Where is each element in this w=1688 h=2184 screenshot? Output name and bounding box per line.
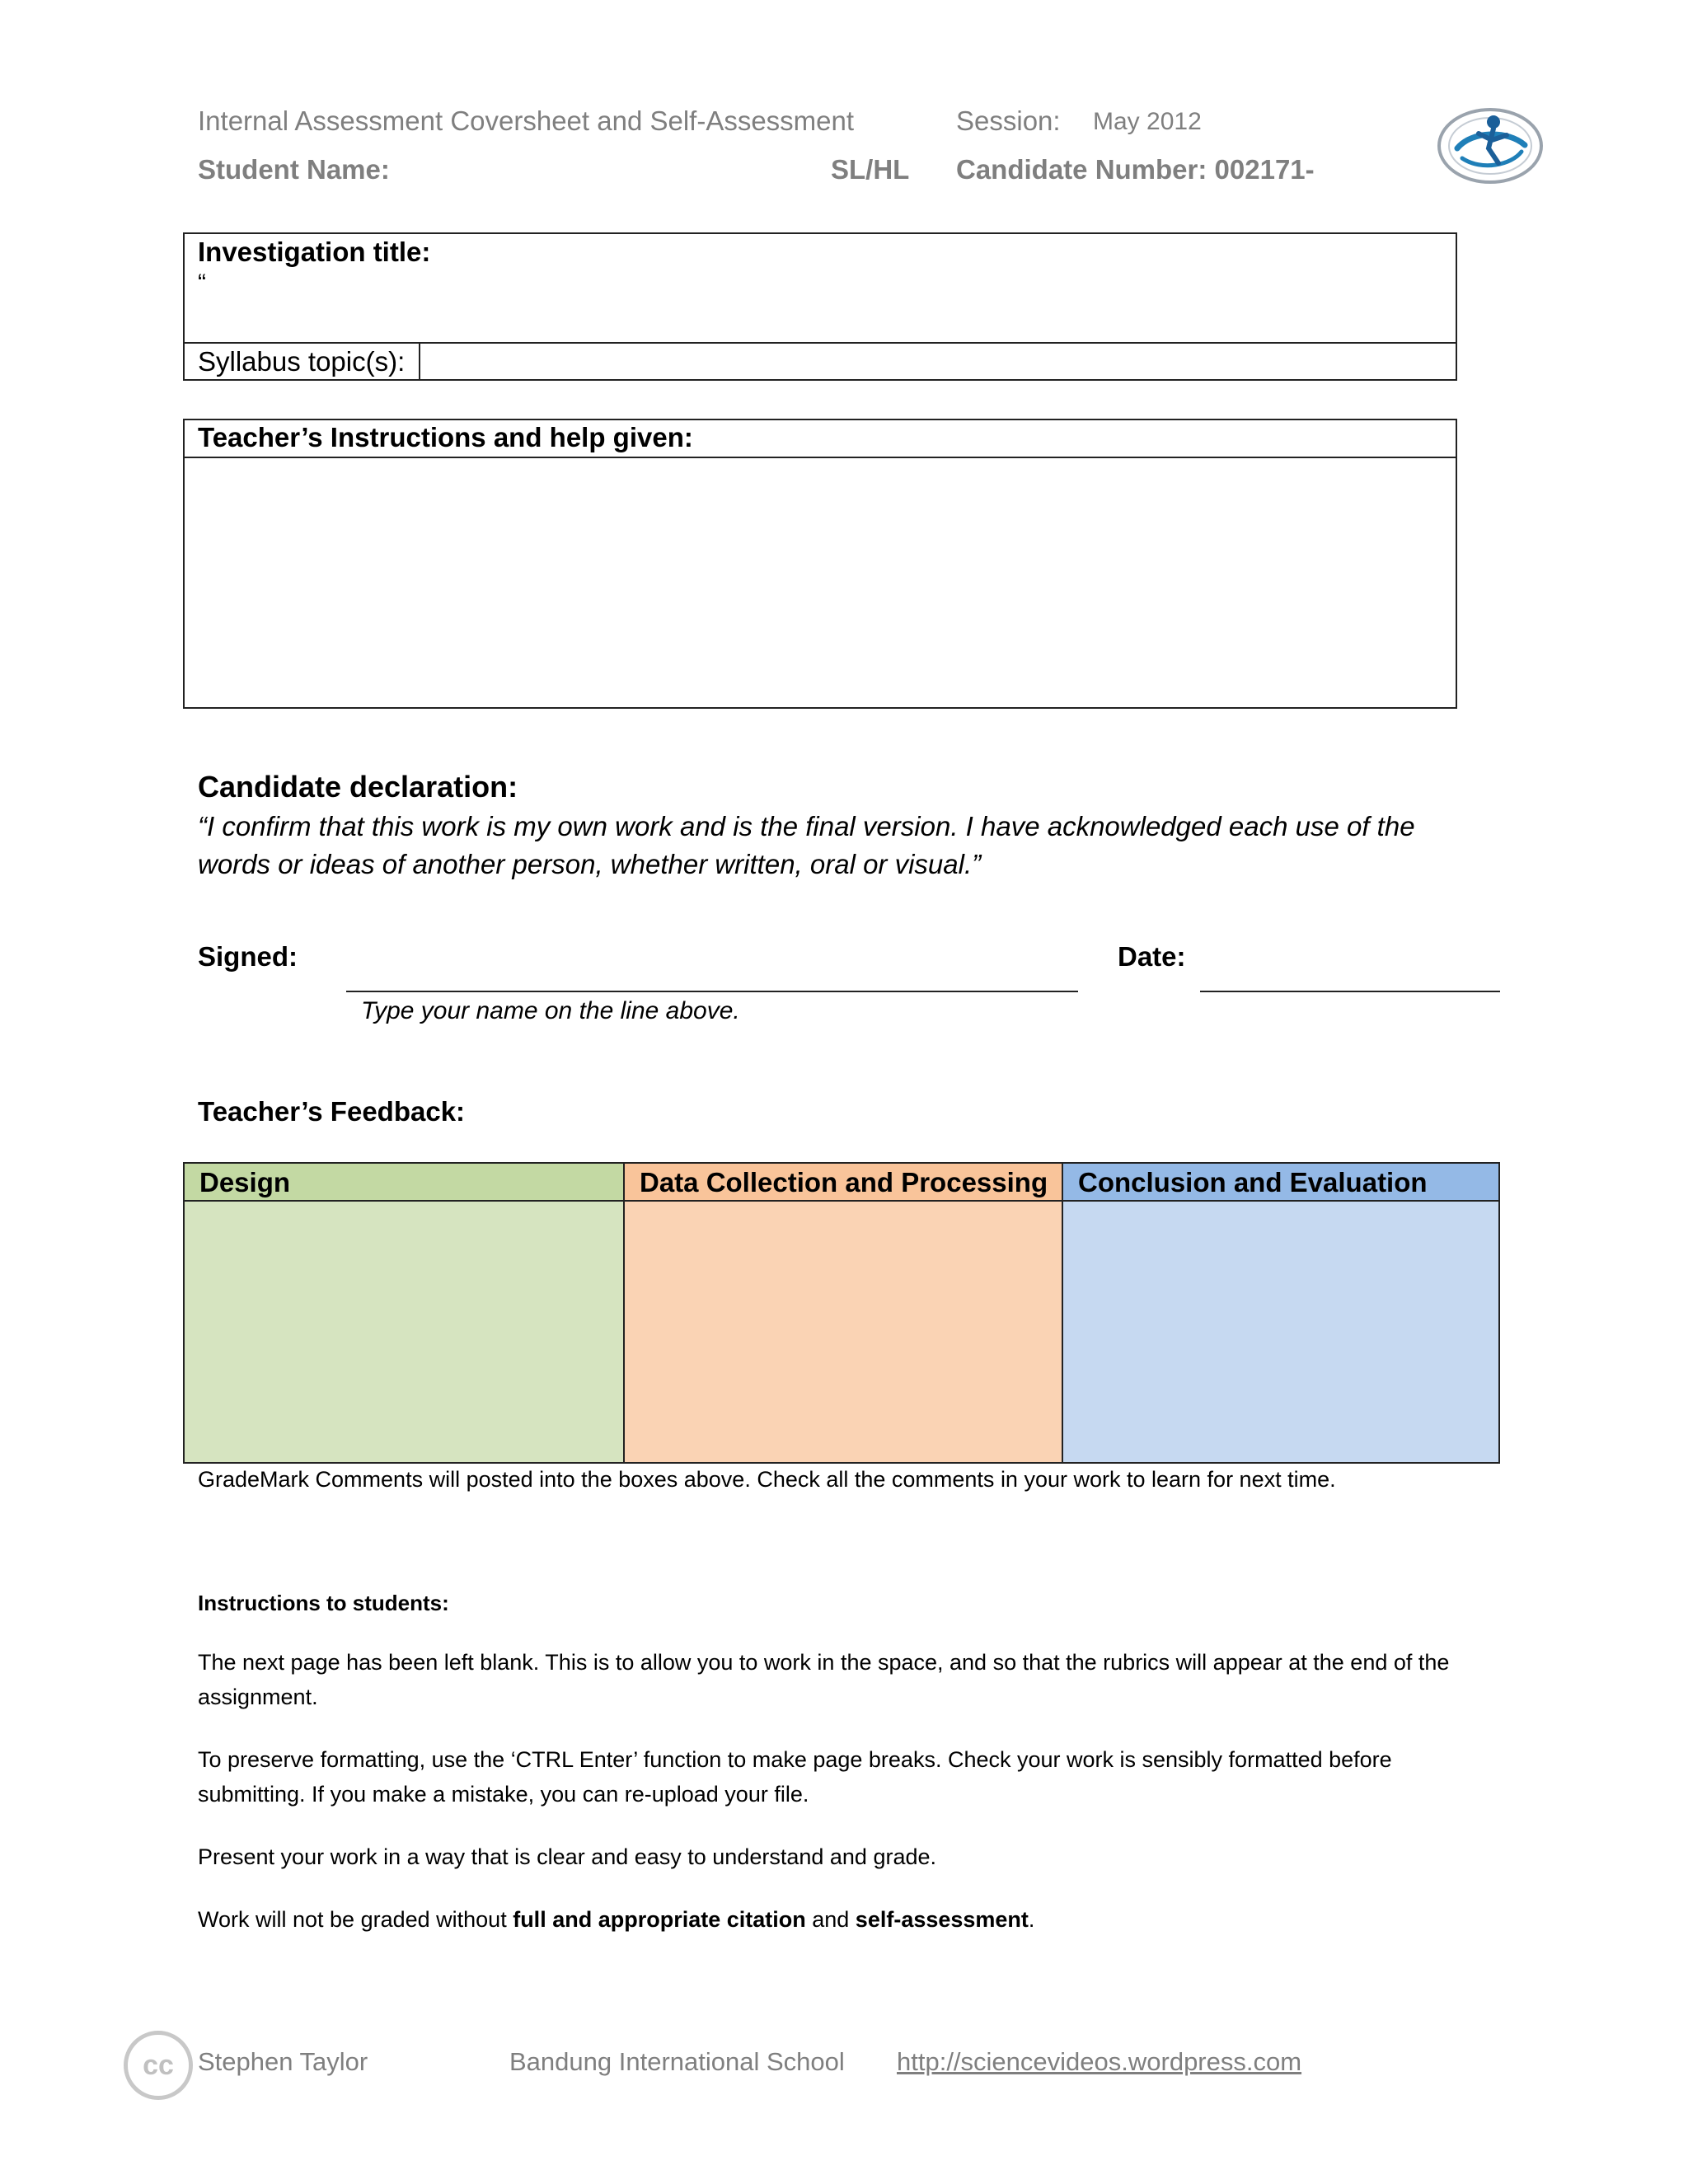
date-line[interactable] bbox=[1200, 991, 1500, 992]
teacher-instructions-divider bbox=[183, 457, 1457, 458]
feedback-body-ce[interactable] bbox=[1063, 1202, 1498, 1462]
signed-label: Signed: bbox=[198, 941, 298, 972]
feedback-header-design: Design bbox=[185, 1164, 623, 1202]
teacher-feedback-title: Teacher’s Feedback: bbox=[198, 1096, 466, 1127]
school-logo-icon bbox=[1432, 97, 1548, 194]
feedback-column-ce bbox=[1062, 1164, 1498, 1462]
instruction-p4-prefix: Work will not be graded without bbox=[198, 1907, 513, 1932]
investigation-title-field[interactable]: “ bbox=[198, 269, 206, 297]
candidate-declaration-text: “I confirm that this work is my own work and is the final version. I have acknowledged each use of the words or ideas of another person, whether written, oral or visual.” bbox=[198, 811, 1415, 879]
signature-hint: Type your name on the line above. bbox=[361, 997, 740, 1024]
signature-line[interactable] bbox=[346, 991, 1078, 992]
syllabus-divider bbox=[419, 342, 420, 381]
feedback-table bbox=[183, 1162, 1500, 1464]
instruction-paragraph-2: To preserve formatting, use the ‘CTRL Enter’ function to make page breaks. Check your work is sensibly formatted before submitting. If you make a mistake, you can re-upload your file. bbox=[198, 1747, 1392, 1807]
feedback-header-dcp: Data Collection and Processing bbox=[625, 1164, 1062, 1202]
feedback-header-ce: Conclusion and Evaluation bbox=[1063, 1164, 1498, 1202]
instruction-p4-citation: full and appropriate citation bbox=[513, 1907, 806, 1932]
instruction-p4-suffix: . bbox=[1028, 1907, 1035, 1932]
grademark-note: GradeMark Comments will posted into the boxes above. Check all the comments in your work to learn for next time. bbox=[198, 1467, 1336, 1492]
session-label: Session: bbox=[956, 105, 1061, 136]
candidate-declaration-title: Candidate declaration: bbox=[198, 770, 518, 804]
instruction-p4-self-assessment: self-assessment bbox=[855, 1907, 1029, 1932]
feedback-column-dcp bbox=[623, 1164, 1062, 1462]
feedback-body-dcp[interactable] bbox=[625, 1202, 1062, 1462]
footer-link[interactable]: http://sciencevideos.wordpress.com bbox=[897, 2047, 1302, 2076]
instruction-p4-mid: and bbox=[805, 1907, 856, 1932]
date-label: Date: bbox=[1118, 941, 1186, 972]
feedback-column-design bbox=[185, 1164, 623, 1462]
session-value: May 2012 bbox=[1093, 108, 1202, 135]
syllabus-topic-label: Syllabus topic(s): bbox=[198, 346, 406, 377]
instructions-title: Instructions to students: bbox=[198, 1591, 449, 1615]
teacher-instructions-label: Teacher’s Instructions and help given: bbox=[198, 422, 693, 452]
instruction-paragraph-1: The next page has been left blank. This is to allow you to work in the space, and so that the rubrics will appear at the end of the assignment. bbox=[198, 1650, 1450, 1709]
footer-school: Bandung International School bbox=[509, 2047, 845, 2076]
candidate-number-label: Candidate Number: 002171- bbox=[956, 154, 1315, 185]
instruction-paragraph-3: Present your work in a way that is clear and easy to understand and grade. bbox=[198, 1844, 937, 1869]
level-label: SL/HL bbox=[831, 154, 910, 185]
student-name-label: Student Name: bbox=[198, 154, 390, 185]
investigation-title-label: Investigation title: bbox=[198, 237, 431, 267]
teacher-instructions-field[interactable] bbox=[185, 460, 1456, 707]
feedback-body-design[interactable] bbox=[185, 1202, 623, 1462]
coversheet-title: Internal Assessment Coversheet and Self-Assessment bbox=[198, 105, 855, 136]
syllabus-topic-field[interactable] bbox=[422, 344, 1456, 379]
creative-commons-icon: cc bbox=[124, 2031, 193, 2100]
footer-author: Stephen Taylor bbox=[198, 2047, 368, 2076]
instruction-paragraph-4 bbox=[198, 1902, 1500, 1937]
